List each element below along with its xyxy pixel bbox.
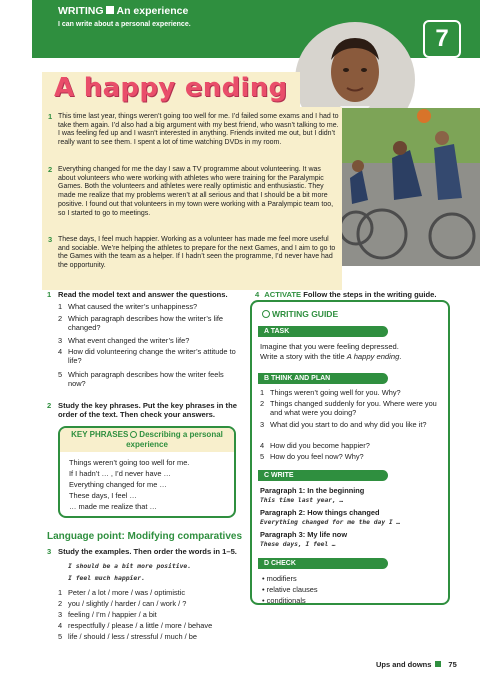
section-c-label: C WRITE xyxy=(258,470,388,481)
article-paragraph-1: 1 This time last year, things weren’t going too well for me. I’d failed some exams and I had to take them again. I’d also had a big argument with my best friend, who wasn’t talking to me. I was feeling fed up and I wasn’t interested in anything. Friends invited me out, but I didn’t really want to see them. I spent a lot of time watching DVDs in my room. xyxy=(48,112,339,147)
plan-item-3: 3 What did you start to do and why did you like it? xyxy=(260,420,427,429)
plan-item-2: 2 Things changed suddenly for you. Where were you and what were you doing? xyxy=(260,399,437,418)
square-bullet-icon xyxy=(106,6,114,14)
page-number: 75 xyxy=(448,660,457,669)
order-item-4: 4 respectfully / please / a little / more / behave xyxy=(58,621,213,630)
circle-icon xyxy=(262,310,270,318)
key-phrases-heading: KEY PHRASES Describing a personal experience xyxy=(60,428,234,452)
task-4-instruction: 4 ACTIVATE Follow the steps in the writing guide. xyxy=(255,290,437,299)
writing-guide-title: WRITING GUIDE xyxy=(262,309,338,319)
paragraph-3-hint: These days, I feel … xyxy=(260,541,336,548)
paragraph-2-heading: Paragraph 2: How things changed xyxy=(260,508,380,517)
paragraph-3-heading: Paragraph 3: My life now xyxy=(260,530,348,539)
plan-item-5: 5 How do you feel now? Why? xyxy=(260,452,364,461)
task-1-instruction: 1 Read the model text and answer the questions. xyxy=(47,290,228,299)
page-footer: Ups and downs 75 xyxy=(376,660,457,669)
order-item-5: 5 life / should / less / stressful / much / be xyxy=(58,632,197,641)
article-paragraph-2: 2 Everything changed for me the day I saw a TV programme about volunteering. It was about volunteers who were working with athletes who were training for the Paralympic Games. Both the volunteers and athletes were really optimistic and enthusiastic. They made me realize that my problems weren’t at all serious and that I should be a bit more positive. I found out that volunteers in my town were working with a Paralympic team too, so I started to go to meetings. xyxy=(48,165,334,217)
section-title: WRITING An experience xyxy=(58,5,189,17)
question-5: 5 Which paragraph describes how the writer feels now? xyxy=(58,370,224,389)
section-subtitle: I can write about a personal experience. xyxy=(58,21,191,28)
order-item-1: 1 Peter / a lot / more / was / optimistic xyxy=(58,588,186,597)
section-d-label: D CHECK xyxy=(258,558,388,569)
article-paragraph-3: 3 These days, I feel much happier. Working as a volunteer has made me feel more useful and sociable. We’re helping the athletes to prepare for the next Games, and I aim to go to the Games with the team as a helper. If I hadn’t seen the programme, I’d never have had the opportunity. xyxy=(48,235,336,270)
writing-guide-box xyxy=(250,300,450,605)
key-phrase: These days, I feel … xyxy=(69,491,137,500)
order-item-2: 2 you / slightly / harder / can / work / ? xyxy=(58,599,187,608)
key-phrase: … made me realize that … xyxy=(69,502,157,511)
circle-icon xyxy=(130,431,137,438)
section-a-label: A TASK xyxy=(258,326,388,337)
paragraph-1-hint: This time last year, … xyxy=(260,497,344,504)
paragraph-2-hint: Everything changed for me the day I … xyxy=(260,519,401,526)
article-title: A happy ending xyxy=(54,73,288,103)
example-sentence: I should be a bit more positive. xyxy=(68,562,192,570)
task-2-instruction: 2 Study the key phrases. Put the key phrases in the order of the text. Then check your answers. xyxy=(47,401,237,420)
plan-item-4: 4 How did you become happier? xyxy=(260,441,370,450)
wheelchair-basketball-photo xyxy=(342,108,480,266)
task-3-instruction: 3 Study the examples. Then order the words in 1–5. xyxy=(47,547,237,556)
check-item: • modifiers xyxy=(262,574,297,583)
paragraph-1-heading: Paragraph 1: In the beginning xyxy=(260,486,365,495)
key-phrase: If I hadn’t … , I’d never have … xyxy=(69,469,171,478)
order-item-3: 3 feeling / I’m / happier / a bit xyxy=(58,610,157,619)
unit-number-badge: 7 xyxy=(423,20,461,58)
article-title-band xyxy=(42,72,300,107)
plan-item-1: 1 Things weren’t going well for you. Why? xyxy=(260,388,401,397)
check-item: • conditionals xyxy=(262,596,306,605)
check-item: • relative clauses xyxy=(262,585,318,594)
key-phrase: Everything changed for me … xyxy=(69,480,167,489)
key-phrase: Things weren’t going too well for me. xyxy=(69,458,190,467)
square-bullet-icon xyxy=(435,661,441,667)
section-b-label: B THINK AND PLAN xyxy=(258,373,388,384)
task-description: Imagine that you were feeling depressed. Write a story with the title A happy ending. xyxy=(260,342,402,361)
question-1: 1 What caused the writer’s unhappiness? xyxy=(58,302,198,311)
question-4: 4 How did volunteering change the writer’s attitude to life? xyxy=(58,347,236,366)
question-3: 3 What event changed the writer’s life? xyxy=(58,336,190,345)
question-2: 2 Which paragraph describes how the writer’s life changed? xyxy=(58,314,224,333)
key-phrases-box xyxy=(58,426,236,518)
language-point-title: Language point: Modifying comparatives xyxy=(47,531,243,542)
example-sentence: I feel much happier. xyxy=(68,574,145,582)
